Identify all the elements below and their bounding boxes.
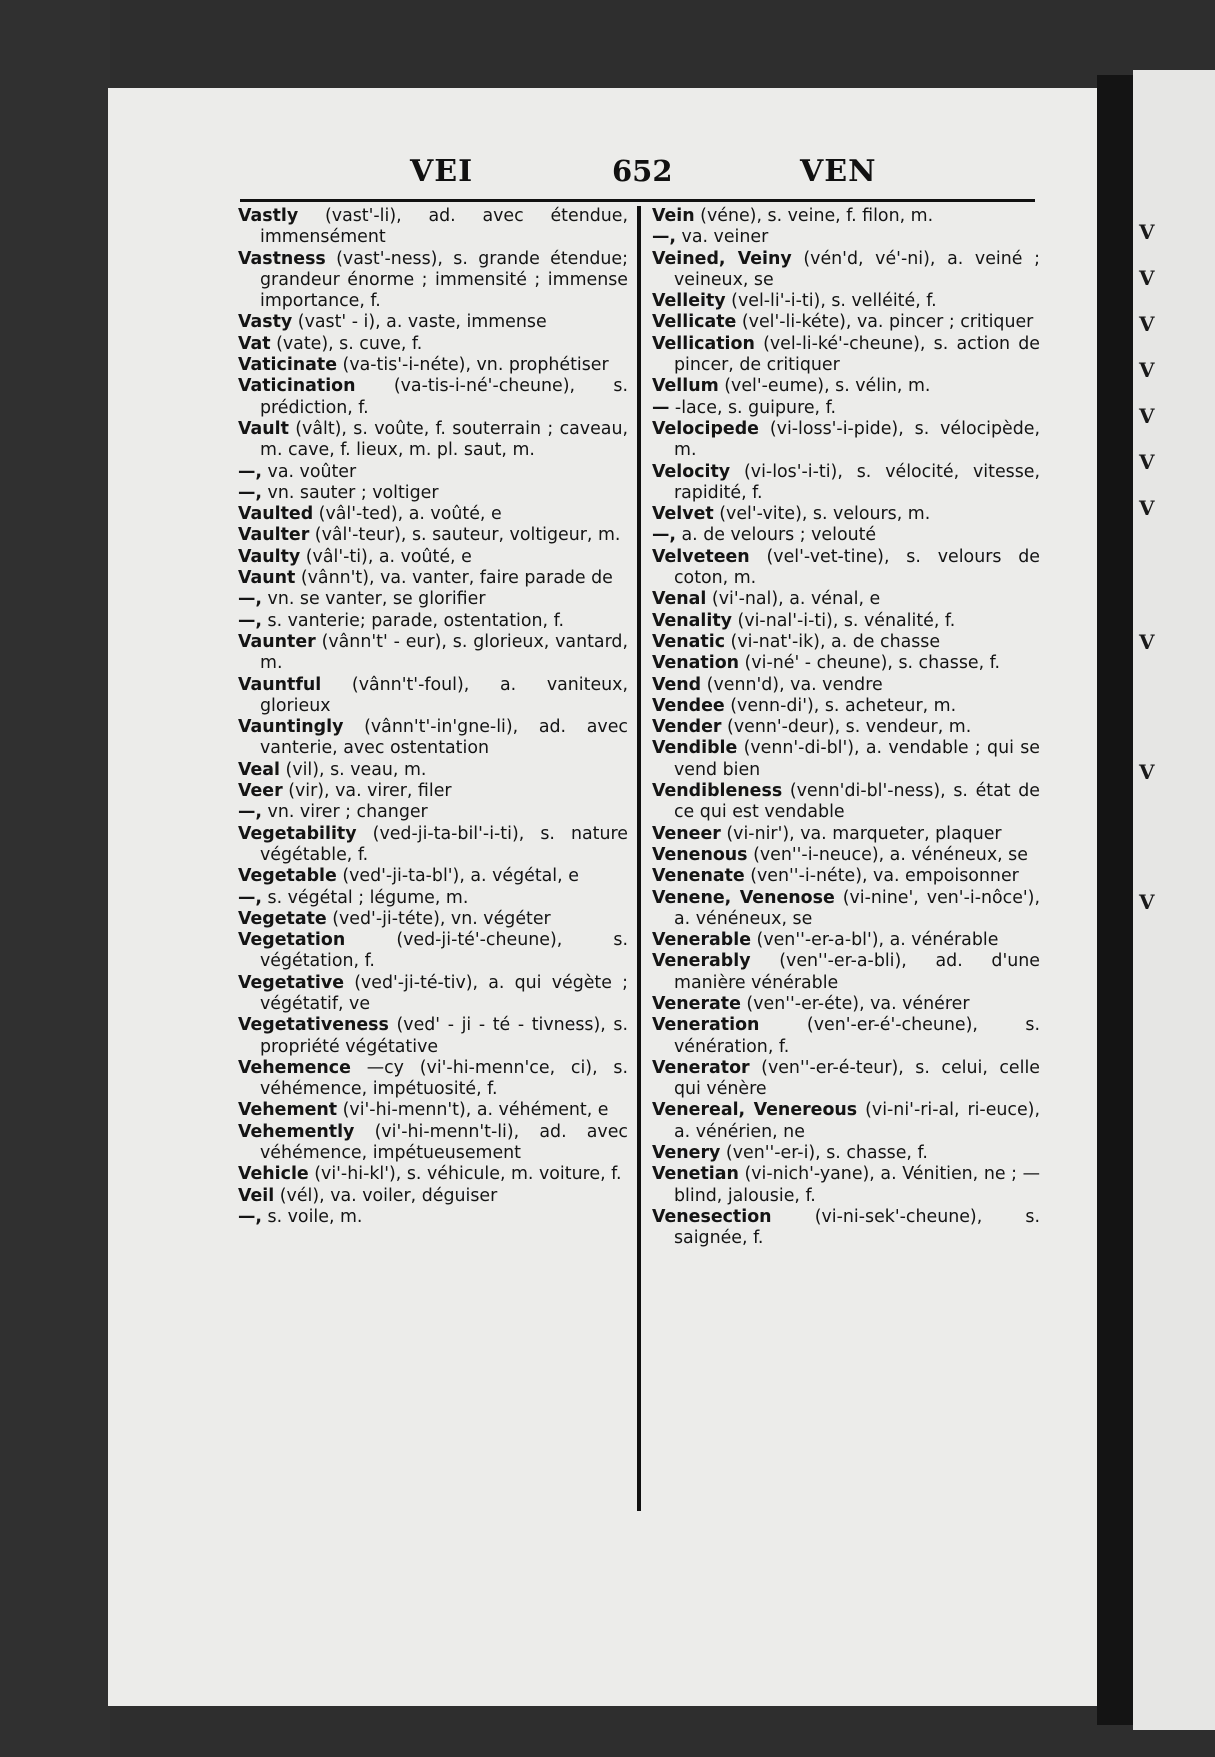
entry-headword: Vauntful: [238, 674, 322, 695]
right-column: [652, 206, 1040, 1250]
right-guide-word: VEN: [800, 154, 877, 189]
dictionary-entry: [652, 675, 1040, 696]
dictionary-entry: [652, 419, 1040, 462]
next-page-fragment: V: [1139, 450, 1155, 474]
dictionary-entry: [238, 888, 628, 909]
dictionary-entry: [652, 653, 1040, 674]
entry-headword: Vendee: [652, 695, 725, 716]
entry-definition: (vânn't' - eur), s. glorieux, vantard, m.: [260, 631, 628, 674]
entry-headword: Vellication: [652, 333, 755, 354]
entry-definition: (vi-los'-i-ti), s. vélocité, vitesse, rapidité, f.: [674, 461, 1040, 503]
entry-headword: Vaulter: [238, 525, 310, 546]
entry-headword: Vat: [238, 333, 271, 354]
dictionary-entry: [652, 994, 1040, 1015]
entry-definition: (vil), s. veau, m.: [280, 759, 427, 780]
dictionary-entry: [652, 589, 1040, 610]
entry-headword: Vellum: [652, 376, 719, 397]
dictionary-entry: [652, 632, 1040, 653]
next-page-fragment: V: [1139, 890, 1155, 914]
entry-definition: (véne), s. veine, f. filon, m.: [694, 206, 934, 226]
entry-definition: (vi-ni'-ri-al, ri-euce), a. vénérien, ne: [674, 1100, 1040, 1142]
entry-headword: Vaulty: [238, 546, 301, 567]
entry-definition: (ved'-ji-ta-bl'), a. végétal, e: [336, 866, 579, 887]
dictionary-entry: [652, 845, 1040, 866]
entry-definition: (vâl'-ti), a. voûté, e: [300, 546, 472, 567]
entry-definition: (venn'di-bl'-ness), s. état de ce qui est vendable: [674, 781, 1040, 823]
entry-headword: —,: [238, 1206, 262, 1227]
scan-background: [0, 0, 110, 1757]
entry-headword: Venerate: [652, 993, 741, 1014]
entry-headword: Venetian: [652, 1164, 739, 1185]
left-column: [238, 206, 628, 1228]
dictionary-entry: [652, 1164, 1040, 1207]
entry-headword: Venality: [652, 610, 732, 631]
entry-headword: —,: [238, 589, 262, 610]
entry-definition: (ven''-er-a-bli), ad. d'une manière vénérable: [674, 951, 1040, 993]
dictionary-entry: [238, 525, 628, 546]
next-page-edge: [1133, 70, 1215, 1730]
entry-definition: (vel'-eume), s. vélin, m.: [718, 376, 931, 397]
entry-definition: (vir), va. virer, filer: [282, 781, 452, 802]
dictionary-entry: [238, 717, 628, 760]
dictionary-entry: [238, 781, 628, 802]
entry-definition: (vel-li'-i-ti), s. velléité, f.: [725, 291, 937, 312]
dictionary-entry: [652, 930, 1040, 951]
entry-definition: vn. se vanter, se glorifier: [262, 589, 486, 610]
entry-definition: (ven''-er-a-bl'), a. vénérable: [751, 930, 999, 951]
dictionary-entry: [238, 1122, 628, 1165]
dictionary-entry: [652, 504, 1040, 525]
entry-headword: —: [652, 397, 670, 418]
entry-headword: —,: [652, 525, 676, 546]
entry-headword: Velleity: [652, 291, 726, 312]
next-page-fragment: V: [1139, 220, 1155, 244]
entry-headword: Vaulted: [238, 504, 314, 525]
entry-headword: —,: [238, 802, 262, 823]
dictionary-entry: [652, 1058, 1040, 1101]
dictionary-entry: [652, 824, 1040, 845]
entry-headword: Vein: [652, 206, 695, 226]
dictionary-entry: [652, 227, 1040, 248]
dictionary-entry: [652, 1015, 1040, 1058]
entry-headword: Vendible: [652, 738, 738, 759]
dictionary-entry: [238, 1164, 628, 1185]
entry-definition: (vel'-li-kéte), va. pincer ; critiquer: [736, 312, 1034, 333]
dictionary-entry: [652, 334, 1040, 377]
entry-definition: -lace, s. guipure, f.: [669, 397, 836, 418]
entry-definition: (venn'd), va. vendre: [701, 674, 883, 695]
entry-definition: (vâlt), s. voûte, f. souterrain ; caveau, m. cave, f. lieux, m. pl. saut, m.: [260, 418, 628, 461]
entry-definition: (venn-di'), s. acheteur, m.: [724, 695, 957, 716]
dictionary-entry: [652, 312, 1040, 333]
entry-headword: Vauntingly: [238, 717, 344, 738]
entry-headword: Vaunter: [238, 631, 316, 652]
entry-headword: Venereal, Venereous: [652, 1100, 858, 1121]
entry-definition: s. voile, m.: [262, 1206, 363, 1227]
entry-headword: Venenous: [652, 844, 748, 865]
dictionary-entry: [652, 398, 1040, 419]
entry-definition: (vén'd, vé'-ni), a. veiné ; veineux, se: [674, 248, 1041, 290]
entry-definition: (vi-nich'-yane), a. Vénitien, ne ; — blind, jalousie, f.: [674, 1164, 1040, 1206]
entry-headword: Venesection: [652, 1206, 772, 1227]
dictionary-entry: [238, 909, 628, 930]
entry-headword: —,: [238, 887, 262, 908]
entry-headword: Venerator: [652, 1057, 750, 1078]
dictionary-entry: [238, 802, 628, 823]
dictionary-entry: [238, 824, 628, 867]
entry-definition: —cy (vi'-hi-menn'ce, ci), s. véhémence, impétuosité, f.: [260, 1057, 628, 1100]
entry-headword: Venal: [652, 589, 707, 610]
dictionary-entry: [238, 547, 628, 568]
dictionary-entry: [652, 951, 1040, 994]
entry-headword: Vend: [652, 674, 702, 695]
dictionary-entry: [652, 462, 1040, 505]
entry-definition: (ven''-er-i), s. chasse, f.: [720, 1143, 928, 1164]
entry-headword: Vegetation: [238, 930, 346, 951]
entry-definition: (vél), va. voiler, déguiser: [274, 1185, 498, 1206]
entry-definition: (vate), s. cuve, f.: [270, 333, 423, 354]
dictionary-entry: [238, 973, 628, 1016]
dictionary-entry: [652, 376, 1040, 397]
entry-headword: Vendibleness: [652, 781, 783, 802]
entry-definition: (vâl'-ted), a. voûté, e: [313, 504, 502, 525]
entry-definition: (vi-nine', ven'-i-nôce'), a. vénéneux, se: [674, 887, 1040, 929]
dictionary-entry: [652, 1143, 1040, 1164]
entry-definition: (vânn't), va. vanter, faire parade de: [295, 568, 613, 589]
entry-headword: Vaunt: [238, 568, 296, 589]
dictionary-entry: [652, 888, 1040, 931]
entry-definition: a. de velours ; velouté: [676, 525, 877, 546]
entry-headword: Veneer: [652, 823, 721, 844]
entry-definition: (vi'-nal), a. vénal, e: [706, 589, 881, 610]
entry-definition: (ven''-er-éte), va. vénérer: [740, 993, 970, 1014]
entry-definition: (vel'-vet-tine), s. velours de coton, m.: [674, 546, 1040, 589]
entry-definition: (vi-nal'-i-ti), s. vénalité, f.: [732, 610, 956, 631]
column-divider: [637, 206, 641, 1511]
dictionary-entry: [238, 504, 628, 525]
header-rule: [240, 199, 1035, 202]
dictionary-entry: [652, 291, 1040, 312]
entry-headword: Vehemently: [238, 1121, 355, 1142]
next-page-fragment: V: [1139, 760, 1155, 784]
entry-definition: (vi-nir'), va. marqueter, plaquer: [720, 823, 1002, 844]
dictionary-entry: [652, 696, 1040, 717]
entry-definition: (ved-ji-té'-cheune), s. végétation, f.: [260, 930, 628, 972]
entry-definition: (vel-li-ké'-cheune), s. action de pincer, de critiquer: [674, 333, 1040, 376]
dictionary-entry: [238, 866, 628, 887]
left-guide-word: VEI: [410, 154, 474, 189]
entry-definition: (vast' - i), a. vaste, immense: [292, 312, 547, 333]
entry-headword: Vegetate: [238, 908, 327, 929]
dictionary-entry: [238, 206, 628, 249]
dictionary-entry: [238, 611, 628, 632]
entry-definition: (va-tis-i-né'-cheune), s. prédiction, f.: [260, 376, 628, 418]
entry-headword: Vender: [652, 717, 722, 738]
dictionary-entry: [238, 312, 628, 333]
entry-definition: (vi'-hi-kl'), s. véhicule, m. voiture, f.: [308, 1164, 622, 1185]
entry-definition: s. végétal ; légume, m.: [262, 887, 469, 908]
next-page-fragment: V: [1139, 266, 1155, 290]
entry-definition: (vânn't'-in'gne-li), ad. avec vanterie, avec ostentation: [260, 717, 628, 759]
entry-definition: va. veiner: [676, 227, 769, 248]
entry-definition: (vi'-hi-menn't-li), ad. avec véhémence, impétueusement: [260, 1121, 628, 1164]
entry-definition: (va-tis'-i-néte), vn. prophétiser: [337, 355, 609, 376]
entry-definition: (ven'-er-é'-cheune), s. vénération, f.: [674, 1015, 1040, 1057]
entry-headword: Veal: [238, 759, 280, 780]
dictionary-entry: [238, 376, 628, 419]
entry-headword: Veined, Veiny: [652, 248, 792, 269]
entry-headword: Vellicate: [652, 312, 737, 333]
entry-headword: Veneration: [652, 1015, 760, 1036]
dictionary-entry: [652, 611, 1040, 632]
dictionary-entry: [238, 1058, 628, 1101]
next-page-fragment: V: [1139, 630, 1155, 654]
entry-headword: Vegetability: [238, 823, 357, 844]
entry-headword: Veil: [238, 1185, 275, 1206]
entry-definition: (ved'-ji-téte), vn. végéter: [326, 908, 551, 929]
entry-headword: Vaticination: [238, 376, 356, 397]
dictionary-entry: [652, 206, 1040, 227]
entry-headword: Vastness: [238, 248, 326, 269]
dictionary-entry: [238, 1207, 628, 1228]
dictionary-entry: [238, 1100, 628, 1121]
entry-headword: Vehemence: [238, 1057, 351, 1078]
entry-definition: (ved' - ji - té - tivness), s. propriété végétative: [260, 1015, 628, 1057]
entry-headword: Vaticinate: [238, 355, 338, 376]
dictionary-entry: [238, 632, 628, 675]
entry-definition: (vi'-hi-menn't), a. véhément, e: [337, 1100, 609, 1121]
entry-definition: (venn'-deur), s. vendeur, m.: [721, 717, 972, 738]
dictionary-entry: [238, 1015, 628, 1058]
dictionary-entry: [238, 462, 628, 483]
entry-definition: (ven''-i-néte), va. empoisonner: [744, 866, 1019, 887]
dictionary-entry: [238, 483, 628, 504]
entry-definition: (vi-loss'-i-pide), s. vélocipède, m.: [674, 418, 1040, 461]
dictionary-entry: [652, 249, 1040, 292]
page-number: 652: [612, 154, 673, 188]
dictionary-entry: [238, 675, 628, 718]
entry-definition: (venn'-di-bl'), a. vendable ; qui se vend bien: [674, 738, 1040, 780]
dictionary-entry: [238, 568, 628, 589]
dictionary-entry: [652, 525, 1040, 546]
entry-headword: Venene, Venenose: [652, 887, 835, 908]
entry-headword: Venery: [652, 1143, 721, 1164]
entry-definition: (vi-nat'-ik), a. de chasse: [725, 631, 941, 652]
entry-definition: (vast'-ness), s. grande étendue; grandeur énorme ; immensité ; immense importance, f.: [260, 248, 628, 312]
dictionary-entry: [652, 1207, 1040, 1250]
entry-headword: Vehement: [238, 1100, 338, 1121]
entry-headword: Venerable: [652, 930, 751, 951]
entry-definition: vn. virer ; changer: [262, 802, 428, 823]
entry-definition: (vi-né' - cheune), s. chasse, f.: [739, 653, 1001, 674]
dictionary-entry: [238, 419, 628, 462]
entry-definition: (ved'-ji-té-tiv), a. qui végète ; végétatif, ve: [260, 972, 628, 1014]
entry-headword: Velocity: [652, 461, 731, 482]
entry-definition: (ved-ji-ta-bil'-i-ti), s. nature végétable, f.: [260, 823, 628, 865]
next-page-fragment: V: [1139, 312, 1155, 336]
entry-headword: Velvet: [652, 504, 714, 525]
entry-definition: vn. sauter ; voltiger: [262, 482, 439, 503]
entry-headword: Vegetative: [238, 972, 344, 993]
dictionary-entry: [652, 717, 1040, 738]
entry-headword: Vehicle: [238, 1164, 309, 1185]
dictionary-entry: [652, 1100, 1040, 1143]
entry-headword: Vegetativeness: [238, 1015, 389, 1036]
dictionary-entry: [238, 760, 628, 781]
page-header: [240, 150, 1040, 194]
entry-headword: —,: [238, 610, 262, 631]
entry-definition: (vânn't'-foul), a. vaniteux, glorieux: [260, 674, 628, 716]
entry-definition: s. vanterie; parade, ostentation, f.: [262, 610, 564, 631]
entry-headword: Veer: [238, 781, 283, 802]
entry-headword: Venatic: [652, 631, 726, 652]
dictionary-entry: [238, 249, 628, 313]
entry-headword: —,: [652, 227, 676, 248]
entry-headword: Vasty: [238, 312, 293, 333]
entry-definition: (vâl'-teur), s. sauteur, voltigeur, m.: [309, 525, 621, 546]
entry-definition: va. voûter: [262, 461, 357, 482]
entry-headword: Velveteen: [652, 546, 750, 567]
entry-definition: (vast'-li), ad. avec étendue, immensément: [260, 206, 628, 248]
book-spine: [1097, 75, 1133, 1725]
dictionary-entry: [238, 589, 628, 610]
entry-headword: Velocipede: [652, 418, 759, 439]
entry-headword: Vastly: [238, 206, 299, 226]
entry-headword: Venation: [652, 653, 740, 674]
next-page-fragment: V: [1139, 358, 1155, 382]
dictionary-entry: [652, 866, 1040, 887]
dictionary-entry: [238, 334, 628, 355]
entry-headword: Vault: [238, 418, 289, 439]
entry-definition: (ven''-i-neuce), a. vénéneux, se: [747, 844, 1028, 865]
entry-definition: (ven''-er-é-teur), s. celui, celle qui vénère: [674, 1057, 1040, 1100]
dictionary-entry: [652, 738, 1040, 781]
dictionary-entry: [238, 930, 628, 973]
next-page-fragment: V: [1139, 496, 1155, 520]
dictionary-entry: [238, 1186, 628, 1207]
dictionary-entry: [238, 355, 628, 376]
entry-headword: Vegetable: [238, 866, 337, 887]
entry-headword: —,: [238, 461, 262, 482]
entry-headword: Venerably: [652, 951, 751, 972]
dictionary-entry: [652, 781, 1040, 824]
dictionary-entry: [652, 547, 1040, 590]
entry-definition: (vel'-vite), s. velours, m.: [713, 504, 931, 525]
entry-headword: Venenate: [652, 866, 745, 887]
entry-headword: —,: [238, 482, 262, 503]
next-page-fragment: V: [1139, 404, 1155, 428]
entry-definition: (vi-ni-sek'-cheune), s. saignée, f.: [674, 1206, 1040, 1249]
